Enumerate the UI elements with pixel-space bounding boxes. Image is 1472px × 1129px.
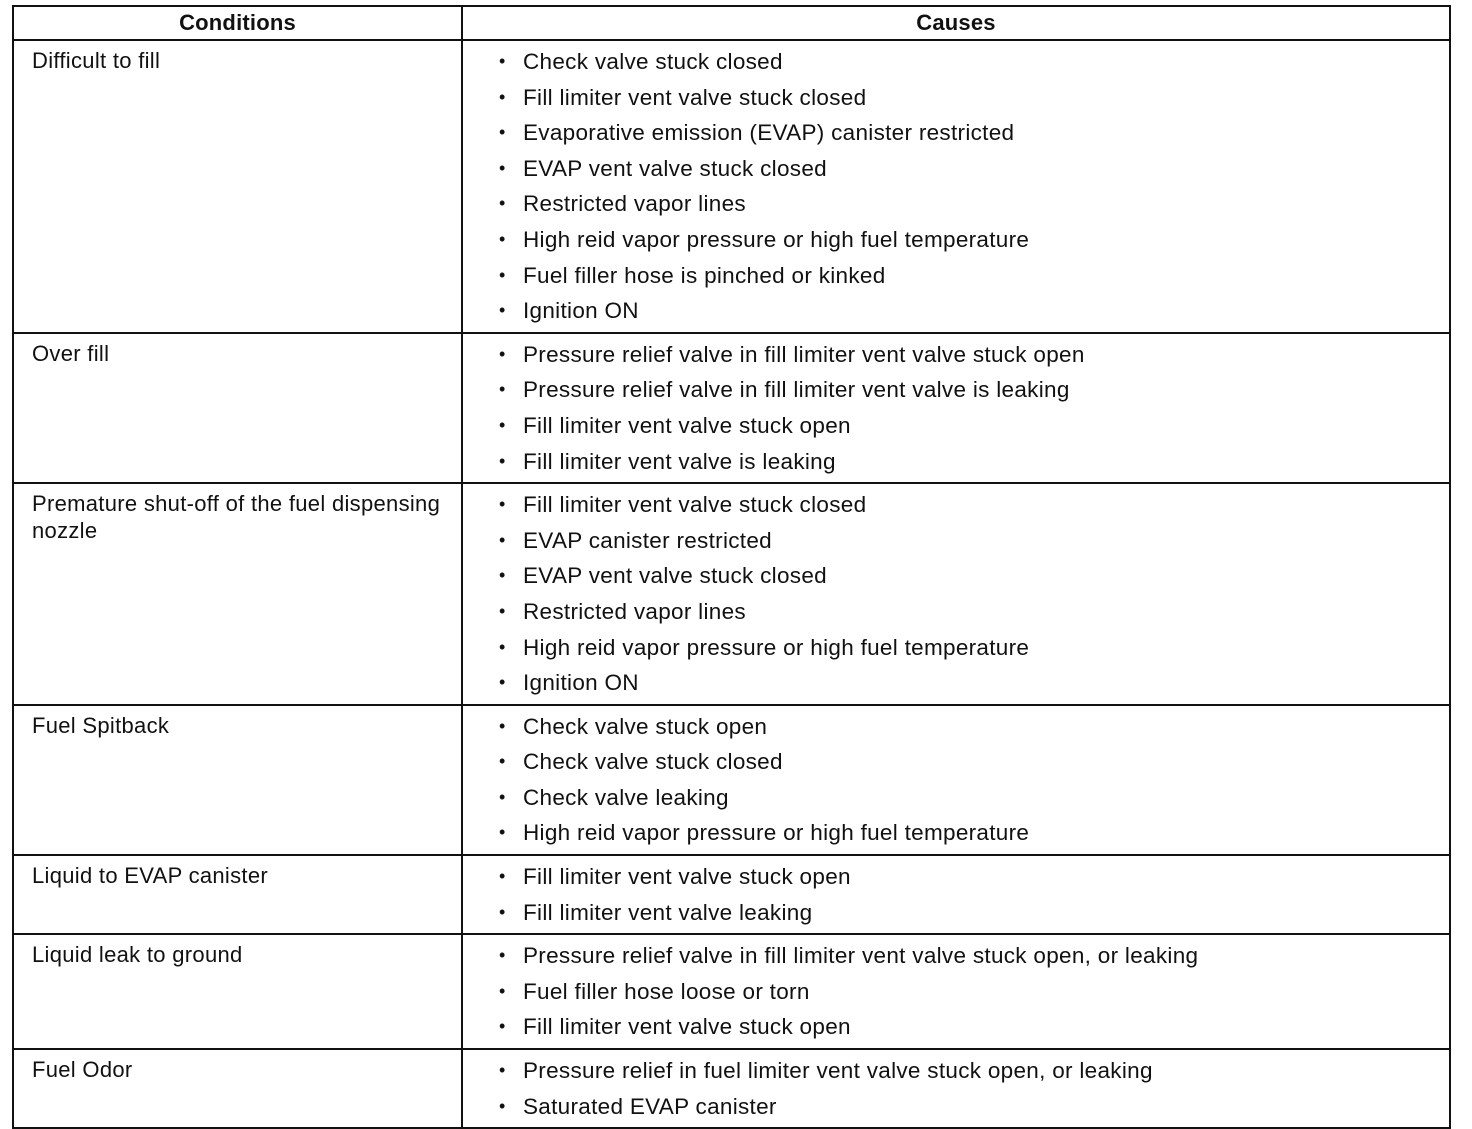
- bullet-icon: •: [499, 450, 506, 471]
- bullet-icon: •: [499, 866, 506, 887]
- condition-cell: [13, 1049, 462, 1128]
- bullet-icon: •: [499, 157, 506, 178]
- diagnosis-table: [12, 5, 1451, 1129]
- cause-item: [499, 815, 1449, 851]
- bullet-icon: •: [499, 529, 506, 550]
- bullet-icon: •: [499, 300, 506, 321]
- cause-text: Check valve leaking: [523, 784, 729, 810]
- cause-item: [499, 974, 1449, 1010]
- bullet-icon: •: [499, 600, 506, 621]
- header-row: [13, 6, 1450, 40]
- table-row: [13, 705, 1450, 855]
- cause-item: [499, 630, 1449, 666]
- cause-text: Fuel filler hose is pinched or kinked: [523, 262, 886, 288]
- bullet-icon: •: [499, 672, 506, 693]
- cause-text: Saturated EVAP canister: [523, 1093, 777, 1119]
- cause-text: Fill limiter vent valve stuck closed: [523, 492, 867, 518]
- cause-text: EVAP vent valve stuck closed: [523, 155, 827, 181]
- cause-item: [499, 709, 1449, 745]
- conditions-header: Conditions: [13, 6, 462, 40]
- condition-cell: [13, 40, 462, 333]
- cause-item: [499, 895, 1449, 931]
- cause-item: [499, 665, 1449, 701]
- cause-text: Fill limiter vent valve stuck open: [523, 1014, 851, 1040]
- bullet-icon: •: [499, 636, 506, 657]
- cause-text: Pressure relief valve in fill limiter vent valve stuck open: [523, 341, 1085, 367]
- table-body: [13, 40, 1450, 1128]
- cause-text: Fill limiter vent valve stuck open: [523, 412, 851, 438]
- table-row: [13, 40, 1450, 333]
- bullet-icon: •: [499, 786, 506, 807]
- cause-text: Check valve stuck open: [523, 713, 768, 739]
- causes-list: [463, 856, 1449, 933]
- causes-list: [463, 41, 1449, 332]
- cause-text: Ignition ON: [523, 670, 639, 696]
- condition-text: Fuel Spitback: [32, 712, 170, 738]
- cause-item: [499, 558, 1449, 594]
- cause-text: Fill limiter vent valve leaking: [523, 899, 813, 925]
- table-row: [13, 1049, 1450, 1128]
- cause-text: Restricted vapor lines: [523, 598, 746, 624]
- causes-header: Causes: [462, 6, 1450, 40]
- cause-text: Fuel filler hose loose or torn: [523, 978, 810, 1004]
- cause-text: High reid vapor pressure or high fuel temperature: [523, 226, 1030, 252]
- bullet-icon: •: [499, 193, 506, 214]
- bullet-icon: •: [499, 980, 506, 1001]
- condition-cell: [13, 855, 462, 934]
- causes-list: [463, 484, 1449, 704]
- bullet-icon: •: [499, 264, 506, 285]
- condition-text: Liquid to EVAP canister: [32, 863, 268, 889]
- bullet-icon: •: [499, 565, 506, 586]
- bullet-icon: •: [499, 86, 506, 107]
- bullet-icon: •: [499, 228, 506, 249]
- causes-cell: [462, 40, 1450, 333]
- condition-text: Premature shut-off of the fuel dispensing nozzle: [32, 491, 441, 544]
- cause-item: [499, 444, 1449, 480]
- cause-item: [499, 222, 1449, 258]
- condition-text: Fuel Odor: [32, 1057, 133, 1083]
- bullet-icon: •: [499, 901, 506, 922]
- bullet-icon: •: [499, 494, 506, 515]
- table-row: [13, 333, 1450, 483]
- causes-list: [463, 334, 1449, 482]
- cause-item: [499, 115, 1449, 151]
- cause-text: Pressure relief valve in fill limiter vent valve is leaking: [523, 377, 1070, 403]
- cause-text: Pressure relief valve in fill limiter vent valve stuck open, or leaking: [523, 943, 1199, 969]
- bullet-icon: •: [499, 751, 506, 772]
- cause-text: Fill limiter vent valve stuck open: [523, 864, 851, 890]
- cause-item: [499, 744, 1449, 780]
- cause-item: [499, 44, 1449, 80]
- cause-text: Evaporative emission (EVAP) canister restricted: [523, 120, 1015, 146]
- bullet-icon: •: [499, 51, 506, 71]
- cause-item: [499, 594, 1449, 630]
- cause-item: [499, 186, 1449, 222]
- bullet-icon: •: [499, 822, 506, 843]
- cause-item: [499, 780, 1449, 816]
- causes-cell: [462, 855, 1450, 934]
- cause-item: [499, 151, 1449, 187]
- cause-text: Fill limiter vent valve is leaking: [523, 448, 836, 474]
- cause-item: [499, 372, 1449, 408]
- causes-cell: [462, 483, 1450, 705]
- cause-item: [499, 293, 1449, 329]
- cause-text: Fill limiter vent valve stuck closed: [523, 84, 867, 110]
- bullet-icon: •: [499, 343, 506, 364]
- bullet-icon: •: [499, 1095, 506, 1116]
- cause-text: Check valve stuck closed: [523, 49, 783, 74]
- cause-item: [499, 523, 1449, 559]
- causes-list: [463, 935, 1449, 1048]
- table-row: [13, 934, 1450, 1049]
- cause-text: High reid vapor pressure or high fuel temperature: [523, 634, 1030, 660]
- causes-cell: [462, 934, 1450, 1049]
- bullet-icon: •: [499, 1060, 506, 1081]
- causes-cell: [462, 1049, 1450, 1128]
- condition-text: Difficult to fill: [32, 48, 161, 73]
- cause-item: [499, 80, 1449, 116]
- cause-text: EVAP canister restricted: [523, 527, 772, 553]
- cause-item: [499, 258, 1449, 294]
- bullet-icon: •: [499, 945, 506, 966]
- cause-item: [499, 938, 1449, 974]
- condition-cell: [13, 705, 462, 855]
- table-row: [13, 483, 1450, 705]
- cause-item: [499, 859, 1449, 895]
- bullet-icon: •: [499, 1016, 506, 1037]
- condition-cell: [13, 934, 462, 1049]
- cause-text: Pressure relief in fuel limiter vent valve stuck open, or leaking: [523, 1058, 1153, 1084]
- condition-cell: [13, 333, 462, 483]
- cause-text: Restricted vapor lines: [523, 191, 746, 217]
- cause-item: [499, 1089, 1449, 1125]
- condition-cell: [13, 483, 462, 705]
- causes-cell: [462, 705, 1450, 855]
- cause-text: Check valve stuck closed: [523, 749, 783, 775]
- cause-item: [499, 1009, 1449, 1045]
- cause-item: [499, 337, 1449, 373]
- cause-item: [499, 487, 1449, 523]
- condition-text: Over fill: [32, 340, 110, 366]
- condition-text: Liquid leak to ground: [32, 942, 243, 968]
- bullet-icon: •: [499, 414, 506, 435]
- cause-text: EVAP vent valve stuck closed: [523, 563, 827, 589]
- bullet-icon: •: [499, 122, 506, 143]
- cause-text: Ignition ON: [523, 298, 639, 324]
- cause-item: [499, 1053, 1449, 1089]
- causes-cell: [462, 333, 1450, 483]
- bullet-icon: •: [499, 379, 506, 400]
- table-row: [13, 855, 1450, 934]
- cause-text: High reid vapor pressure or high fuel temperature: [523, 820, 1030, 846]
- cause-item: [499, 408, 1449, 444]
- bullet-icon: •: [499, 715, 506, 736]
- causes-list: [463, 706, 1449, 854]
- causes-list: [463, 1050, 1449, 1127]
